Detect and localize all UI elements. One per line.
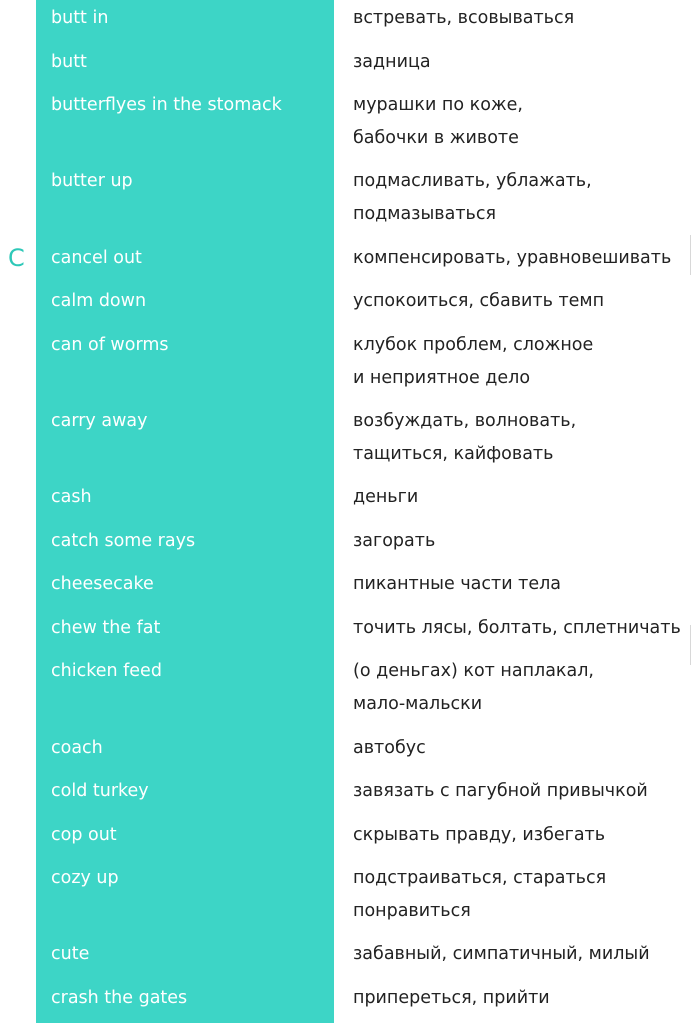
entry-term: butterflyes in the stomack [51, 95, 282, 115]
translation-line: деньги [353, 487, 419, 508]
entry-translation [353, 89, 693, 155]
translation-line: подмасливать, ублажать, [353, 171, 592, 192]
translation-line: припереться, прийти [353, 987, 550, 1008]
translation-line: задница [353, 51, 431, 72]
entry-translation [353, 938, 693, 971]
translation-line: мало-мальски [353, 694, 483, 715]
entry-term: cash [51, 487, 92, 508]
translation-line: клубок проблем, сложное [353, 334, 594, 355]
translation-line: загорать [353, 530, 436, 551]
entry-term: cozy up [51, 868, 119, 888]
entry-term: cute [51, 944, 90, 965]
translation-line: бабочки в животе [353, 128, 519, 148]
entry-term: cop out [51, 824, 117, 845]
translation-line: пикантные части тела [353, 574, 562, 595]
entry-term: butter up [51, 171, 133, 192]
entry-translation [353, 481, 693, 514]
entry-term: catch some rays [51, 530, 196, 551]
entry-term: butt [51, 51, 87, 72]
entry-term: chew the fat [51, 617, 161, 638]
translation-line: скрывать правду, избегать [353, 824, 606, 845]
translation-line: подстраиваться, стараться [353, 868, 607, 888]
translation-line: тащиться, кайфовать [353, 443, 554, 464]
entry-term: calm down [51, 291, 147, 312]
section-letter: C [8, 244, 25, 272]
translation-line: (о деньгах) кот наплакал, [353, 661, 594, 682]
entry-translation [353, 2, 693, 35]
entry-translation [353, 405, 693, 471]
translation-line: понравиться [353, 901, 471, 921]
translation-line: точить лясы, болтать, сплетничать [353, 617, 681, 638]
page-edge-line [690, 625, 691, 665]
entry-translation [353, 612, 693, 645]
entry-term: coach [51, 737, 103, 758]
translation-line: мурашки по коже, [353, 95, 523, 115]
translation-line: возбуждать, волновать, [353, 410, 577, 431]
entry-translation [353, 655, 693, 721]
entry-term: carry away [51, 410, 148, 431]
entry-translation [353, 165, 693, 231]
translation-line: завязать с пагубной привычкой [353, 781, 648, 801]
entry-term: cold turkey [51, 781, 149, 801]
translation-line: подмазываться [353, 204, 496, 225]
entry-term: cancel out [51, 247, 142, 268]
entry-translation [353, 775, 693, 808]
translation-line: успокоиться, сбавить темп [353, 291, 605, 312]
translation-line: забавный, симпатичный, милый [353, 944, 650, 965]
entry-term: chicken feed [51, 661, 162, 682]
entry-translation [353, 862, 693, 928]
entry-translation [353, 242, 693, 275]
page-edge-line [690, 235, 691, 275]
entry-term: can of worms [51, 334, 169, 355]
translation-line: автобус [353, 737, 426, 758]
entry-term: crash the gates [51, 987, 188, 1008]
translation-line: встревать, всовываться [353, 8, 575, 28]
entry-translation [353, 46, 693, 79]
entry-translation [353, 285, 693, 318]
entry-translation [353, 568, 693, 601]
entry-translation [353, 732, 693, 765]
entry-term: cheesecake [51, 574, 154, 595]
translation-line: компенсировать, уравновешивать [353, 247, 672, 268]
entry-translation [353, 982, 693, 1015]
entry-translation [353, 329, 693, 395]
translation-line: и неприятное дело [353, 367, 531, 388]
entry-translation [353, 525, 693, 558]
entry-term: butt in [51, 8, 109, 28]
entry-translation [353, 819, 693, 852]
